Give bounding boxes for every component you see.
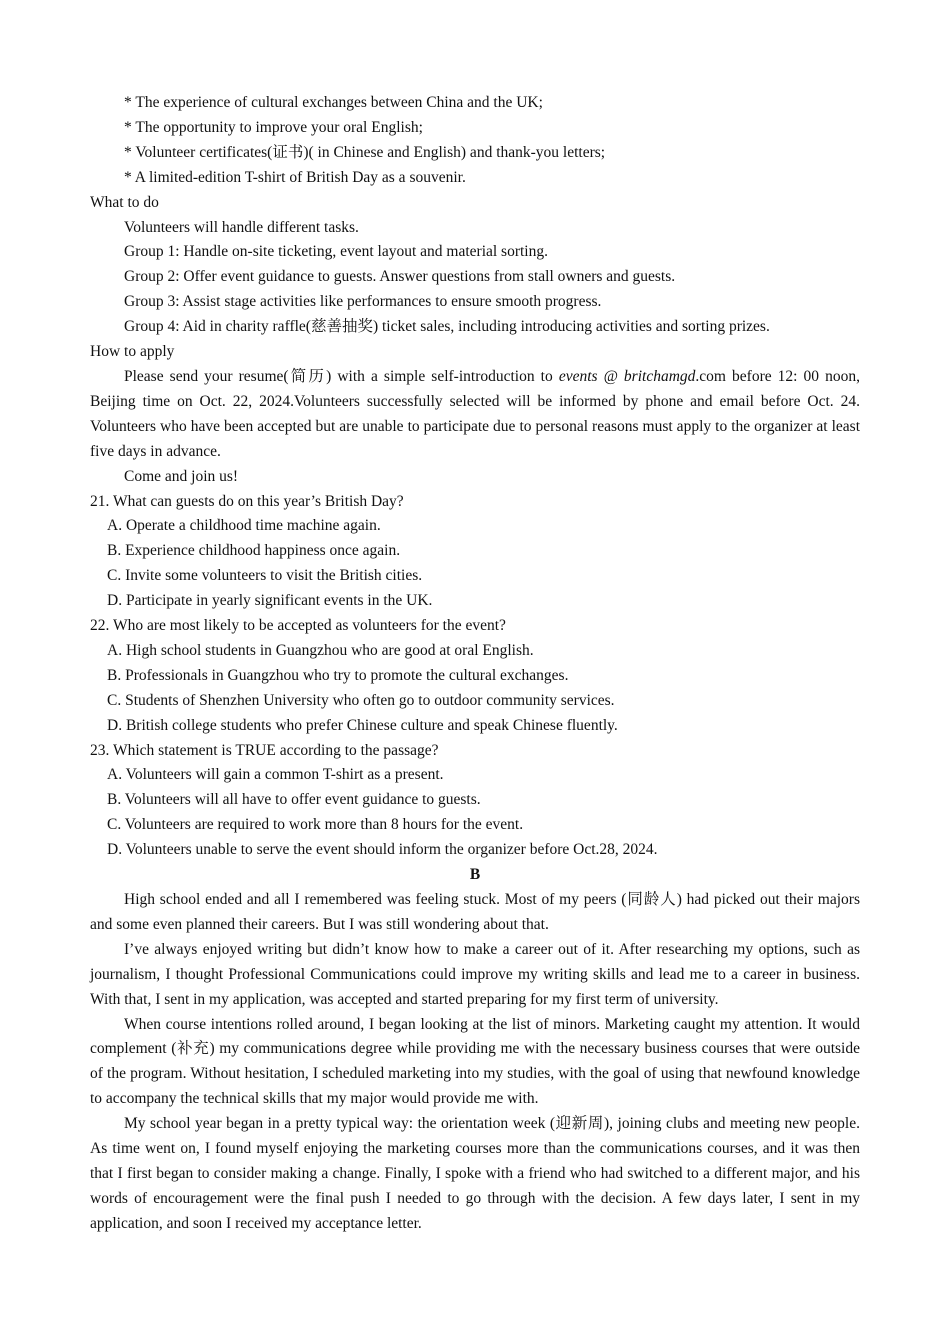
- answer-option: D. British college students who prefer Chinese culture and speak Chinese fluently.: [107, 716, 618, 734]
- benefit-item: * A limited-edition T-shirt of British Day as a souvenir.: [124, 168, 466, 186]
- closing-line: Come and join us!: [124, 467, 239, 485]
- question-22: [90, 614, 860, 739]
- task-line: Volunteers will handle different tasks.: [124, 218, 359, 236]
- answer-option: D. Participate in yearly significant events in the UK.: [107, 592, 433, 610]
- answer-option: C. Volunteers are required to work more than 8 hours for the event.: [107, 816, 524, 834]
- task-line: Group 4: Aid in charity raffle(慈善抽奖) ticket sales, including introducing activities and sorting prizes.: [124, 318, 770, 336]
- answer-option: A. Volunteers will gain a common T-shirt as a present.: [107, 766, 444, 784]
- passage-paragraph: High school ended and all I remembered was feeling stuck. Most of my peers (同龄人) had picked out their majors and some even planned their careers. But I was still wondering about that.: [90, 891, 860, 933]
- question-stem: 22. Who are most likely to be accepted as volunteers for the event?: [90, 617, 506, 635]
- what-to-do-section: [90, 191, 860, 340]
- answer-option: D. Volunteers unable to serve the event should inform the organizer before Oct.28, 2024.: [107, 841, 658, 859]
- question-23: [90, 739, 860, 864]
- passage-paragraph: My school year began in a pretty typical way: the orientation week (迎新周), joining clubs and meeting new people. As time went on, I found myself enjoying the marketing courses more than the communications courses, and it was then that I first began to consider making a change. Finally, I spoke with a friend who had switched to a different major, and his words of encouragement were the final push I needed to go through with the decision. A few days later, I sent in my application, and soon I received my acceptance letter.: [90, 1115, 860, 1232]
- answer-option: A. Operate a childhood time machine again.: [107, 517, 381, 535]
- benefit-item: * Volunteer certificates(证书)( in Chinese and English) and thank-you letters;: [124, 143, 606, 161]
- answer-option: B. Experience childhood happiness once again.: [107, 542, 401, 560]
- section-heading: What to do: [90, 193, 159, 211]
- passage-paragraph: When course intentions rolled around, I began looking at the list of minors. Marketing caught my attention. It would complement (补充) my communications degree while providing me with the necessary business courses that were outside of the program. Without hesitation, I scheduled marketing into my studies, with the goal of using that newfound knowledge to accompany the technical skills that my major would provide me with.: [90, 1015, 860, 1108]
- section-heading: How to apply: [90, 343, 175, 361]
- task-line: Group 1: Handle on-site ticketing, event layout and material sorting.: [124, 243, 548, 261]
- answer-option: C. Invite some volunteers to visit the British cities.: [107, 567, 423, 585]
- answer-option: C. Students of Shenzhen University who often go to outdoor community services.: [107, 691, 615, 709]
- how-to-apply-section: [90, 340, 860, 489]
- passage-paragraph: I’ve always enjoyed writing but didn’t know how to make a career out of it. After researching my options, such as journalism, I thought Professional Communications could improve my writing skills and lead me to a career in business. With that, I sent in my application, was accepted and started preparing for my first term of university.: [90, 940, 860, 1008]
- apply-text-end: .com before 12: 00 noon, Beijing time on Oct. 22, 2024.Volunteers successfully selected will be informed by phone and email before Oct. 24. Volunteers who have been accepted but are unable to participate due to personal reasons must apply to the organizer at least five days in advance.: [90, 367, 860, 460]
- task-line: Group 2: Offer event guidance to guests. Answer questions from stall owners and guests.: [124, 268, 676, 286]
- section-b-heading: B: [469, 866, 481, 884]
- document-page: [90, 91, 860, 1237]
- apply-paragraph: [90, 365, 860, 465]
- task-line: Group 3: Assist stage activities like performances to ensure smooth progress.: [124, 293, 602, 311]
- benefit-item: * The experience of cultural exchanges between China and the UK;: [124, 94, 543, 111]
- section-b: [90, 863, 860, 1237]
- question-stem: 21. What can guests do on this year’s British Day?: [90, 492, 404, 510]
- benefit-item: * The opportunity to improve your oral English;: [124, 118, 423, 136]
- email-address: events @ britchamgd: [558, 367, 696, 385]
- answer-option: B. Professionals in Guangzhou who try to promote the cultural exchanges.: [107, 666, 569, 684]
- question-21: [90, 490, 860, 615]
- answer-option: B. Volunteers will all have to offer event guidance to guests.: [107, 791, 481, 809]
- question-stem: 23. Which statement is TRUE according to the passage?: [90, 741, 439, 759]
- apply-text-start: Please send your resume(简历) with a simple self-introduction to: [124, 367, 559, 385]
- answer-option: A. High school students in Guangzhou who are good at oral English.: [107, 641, 534, 659]
- benefits-list: [90, 91, 860, 191]
